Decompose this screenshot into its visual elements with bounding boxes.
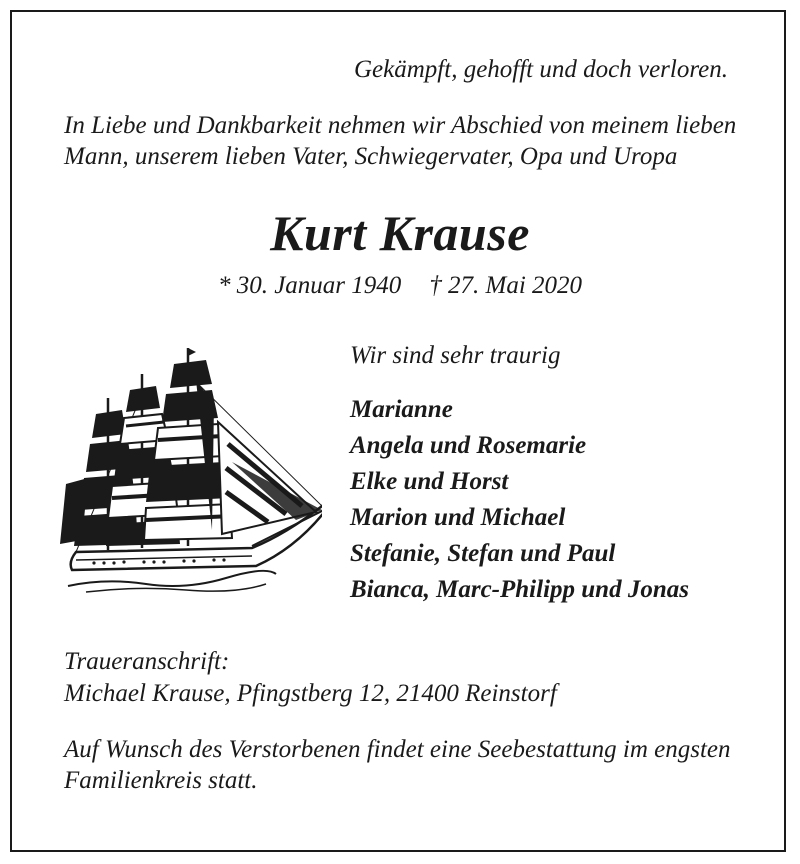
- burial-note: Auf Wunsch des Verstorbenen findet eine Seebestattung im engsten Familienkreis statt.: [64, 736, 731, 794]
- mourner-name: Bianca, Marc-Philipp und Jonas: [350, 576, 689, 603]
- life-dates: [12, 272, 788, 300]
- mourner-name: Stefanie, Stefan und Paul: [350, 540, 616, 567]
- obituary-frame: [10, 10, 786, 852]
- death-date: † 27. Mai 2020: [429, 272, 583, 299]
- mourner-name: Elke und Horst: [350, 468, 509, 495]
- mourner-name: Marion und Michael: [350, 504, 566, 531]
- birth-date: * 30. Januar 1940: [217, 272, 402, 299]
- mourner-name: Marianne: [350, 396, 453, 423]
- motto: Gekämpft, gehofft und doch verloren.: [354, 56, 728, 83]
- grief-line: Wir sind sehr traurig: [350, 342, 561, 369]
- mourner-name: Angela und Rosemarie: [350, 432, 587, 459]
- intro-text: In Liebe und Dankbarkeit nehmen wir Abschied von meinem lieben Mann, unserem lieben Vater, Schwiegervater, Opa und Uropa: [64, 112, 737, 170]
- sailing-ship-icon: [46, 334, 322, 596]
- mourning-address: Michael Krause, Pfingstberg 12, 21400 Reinstorf: [64, 680, 557, 707]
- address-label: Traueranschrift:: [64, 648, 230, 675]
- deceased-name: Kurt Krause: [270, 205, 530, 261]
- mourner-list: [350, 392, 689, 608]
